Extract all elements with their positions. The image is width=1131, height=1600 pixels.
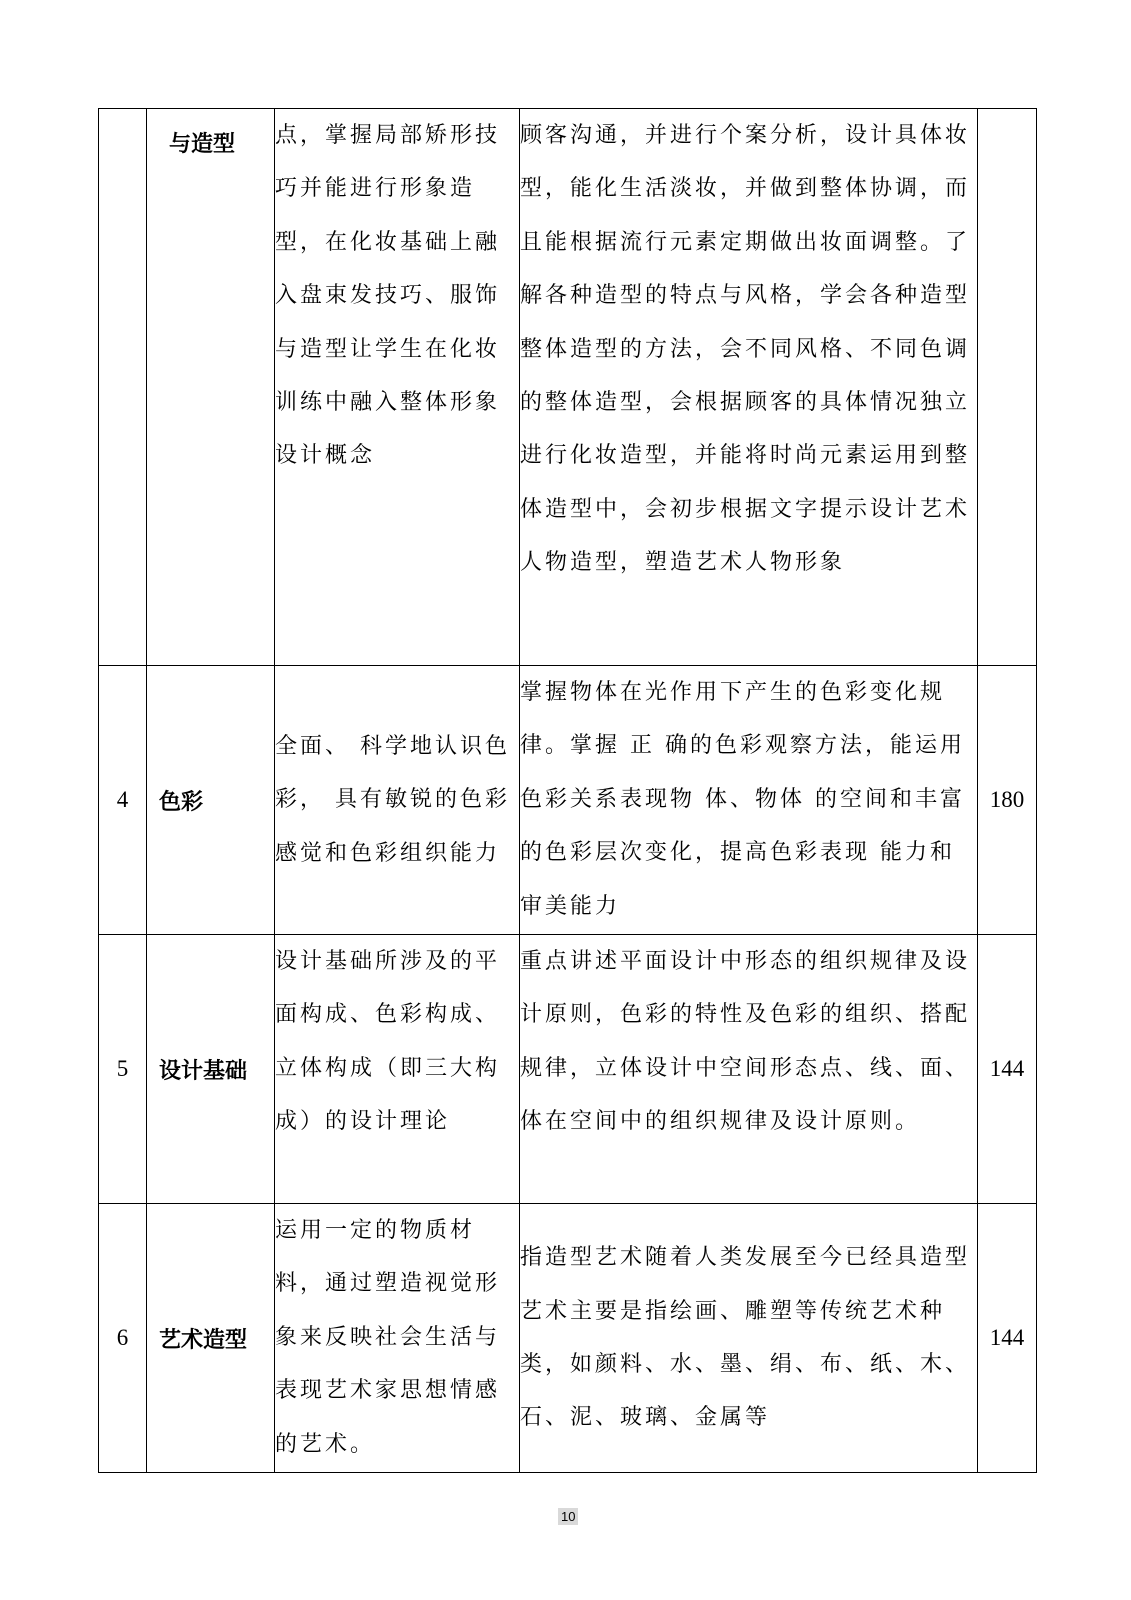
course-goal: 运用一定的物质材料，通过塑造视觉形象来反映社会生活与表现艺术家思想情感的艺术。 [275,1204,520,1473]
course-content: 顾客沟通，并进行个案分析，设计具体妆型，能化生活淡妆，并做到整体协调，而且能根据流行元素定期做出妆面调整。了解各种造型的特点与风格，学会各种造型整体造型的方法，会不同风格、不同色调的整体造型，会根据顾客的具体情况独立进行化妆造型，并能将时尚元素运用到整体造型中，会初步根据文字提示设计艺术人物造型，塑造艺术人物形象 [520,109,978,666]
course-hours: 144 [978,1204,1037,1473]
row-number: 6 [99,1204,147,1473]
course-name [147,109,275,666]
course-name [147,666,275,935]
course-hours [978,109,1037,666]
course-hours: 180 [978,666,1037,935]
course-content: 重点讲述平面设计中形态的组织规律及设计原则，色彩的特性及色彩的组织、搭配规律，立体设计中空间形态点、线、面、体在空间中的组织规律及设计原则。 [520,935,978,1204]
row-number: 4 [99,666,147,935]
row-number: 5 [99,935,147,1204]
course-name-text: 设计基础 [159,1057,248,1084]
course-name [147,935,275,1204]
table-row [99,666,1037,935]
course-table [98,108,1037,1473]
course-name-text: 艺术造型 [159,1326,248,1353]
table-row [99,109,1037,666]
row-number [99,109,147,666]
course-goal: 点，掌握局部矫形技巧并能进行形象造型，在化妆基础上融入盘束发技巧、服饰与造型让学生在化妆训练中融入整体形象设计概念 [275,109,520,666]
course-hours: 144 [978,935,1037,1204]
course-content: 指造型艺术随着人类发展至今已经具造型艺术主要是指绘画、雕塑等传统艺术种类，如颜料、水、墨、绢、布、纸、木、石、泥、玻璃、金属等 [520,1204,978,1473]
course-name-text: 色彩 [159,788,204,815]
course-name [147,1204,275,1473]
course-goal: 全面、 科学地认识色彩， 具有敏锐的色彩感觉和色彩组织能力 [275,666,520,935]
course-name-text: 与造型 [169,131,236,157]
course-content: 掌握物体在光作用下产生的色彩变化规律。掌握 正 确的色彩观察方法，能运用色彩关系表现物 体、物体 的空间和丰富的色彩层次变化，提高色彩表现 能力和审美能力 [520,666,978,935]
course-goal: 设计基础所涉及的平面构成、色彩构成、立体构成（即三大构成）的设计理论 [275,935,520,1204]
table-row [99,935,1037,1204]
page-number: 10 [558,1508,578,1525]
table-row [99,1204,1037,1473]
